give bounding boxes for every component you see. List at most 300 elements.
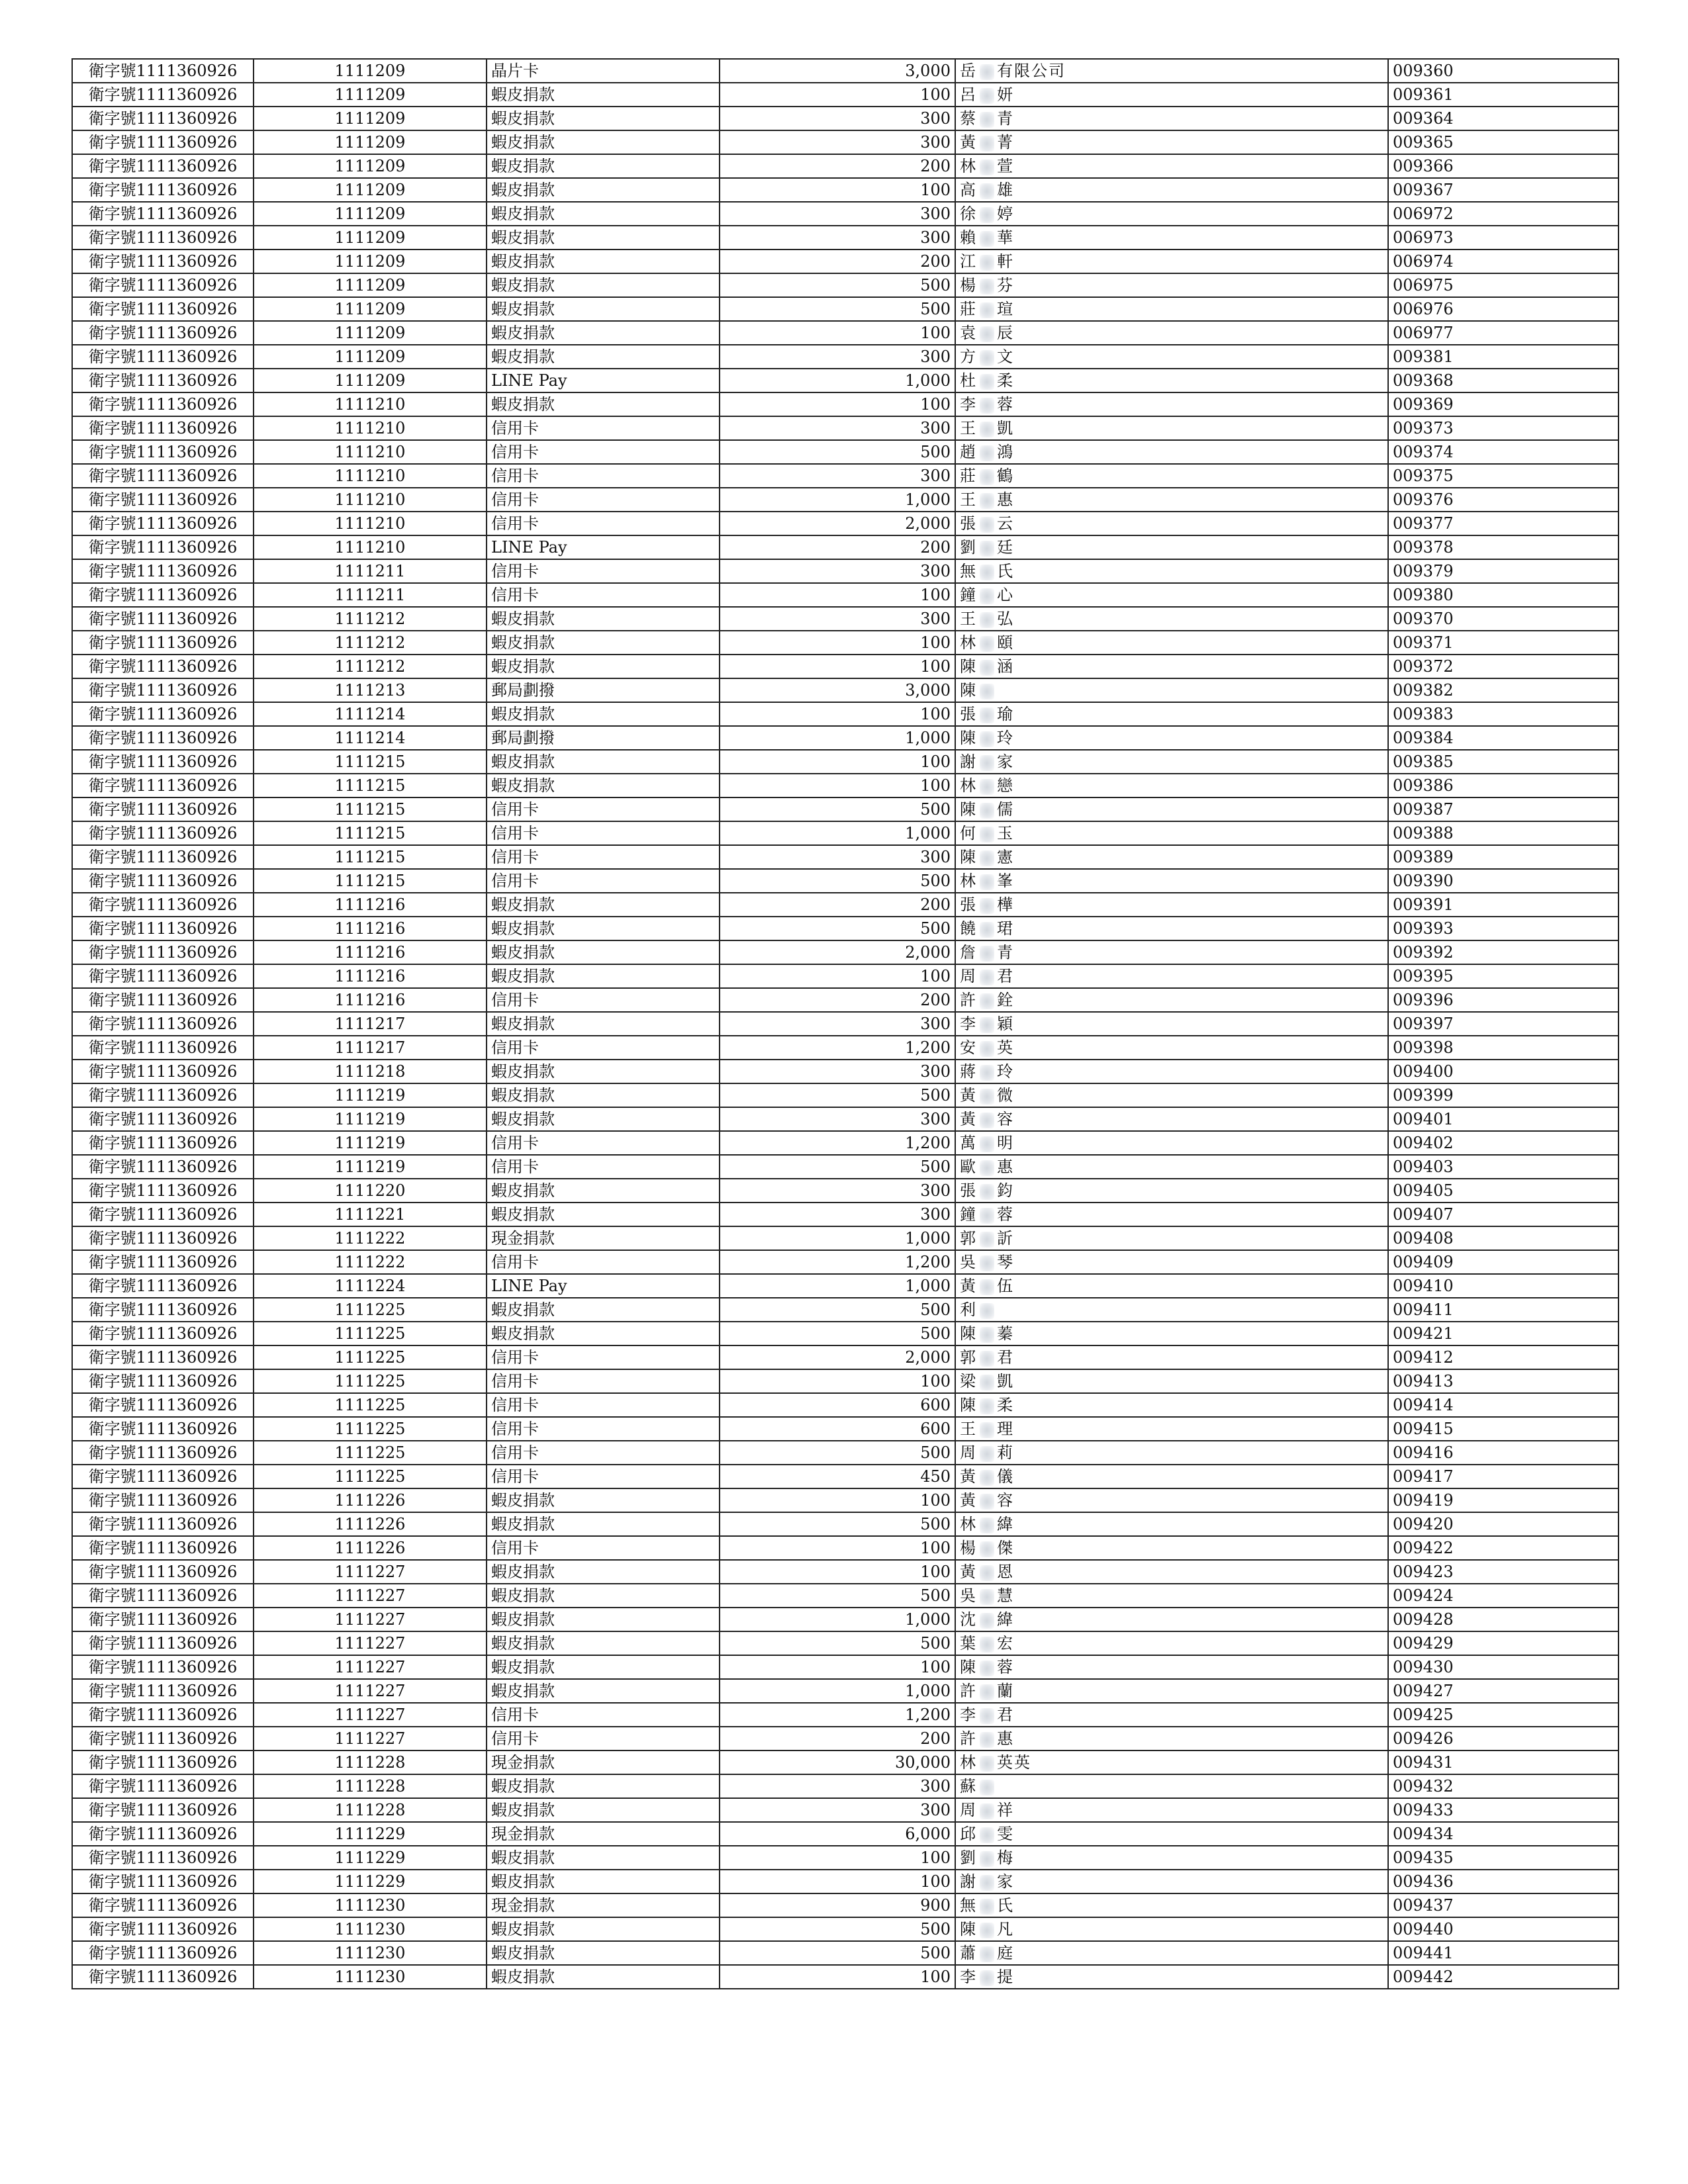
redaction-mask [980,707,994,723]
amount-cell: 300 [720,202,955,226]
donor-name-cell [955,893,1388,917]
redaction-mask [980,159,994,175]
amount-cell: 100 [720,1655,955,1679]
donor-name-last: 雯 [997,1825,1014,1843]
permit-number-cell: 衛字號1111360926 [72,797,254,821]
redaction-mask [980,1184,994,1200]
donation-date-cell: 1111229 [254,1870,487,1893]
table-row [72,392,1618,416]
receipt-number-cell: 009387 [1388,797,1618,821]
payment-method-cell: 郵局劃撥 [487,678,720,702]
payment-method-cell: 信用卡 [487,988,720,1012]
donor-name-first: 莊 [960,467,977,485]
donor-name-cell [955,1822,1388,1846]
donor-name-cell [955,845,1388,869]
donation-date-cell: 1111224 [254,1274,487,1298]
table-row [72,1941,1618,1965]
permit-number-cell: 衛字號1111360926 [72,297,254,321]
donation-date-cell: 1111219 [254,1131,487,1155]
donor-name-first: 杜 [960,371,977,390]
donation-date-cell: 1111216 [254,964,487,988]
redaction-mask [980,755,994,771]
donor-name-last: 庭 [997,1944,1014,1962]
receipt-number-cell: 009415 [1388,1417,1618,1441]
redaction-mask [980,231,994,247]
donor-name-cell [955,988,1388,1012]
donation-date-cell: 1111209 [254,154,487,178]
table-row [72,464,1618,488]
payment-method-cell: 蝦皮捐款 [487,964,720,988]
amount-cell: 300 [720,1203,955,1226]
payment-method-cell: 信用卡 [487,797,720,821]
donor-name-first: 黃 [960,1086,977,1105]
table-row [72,988,1618,1012]
permit-number-cell: 衛字號1111360926 [72,1131,254,1155]
payment-method-cell: 蝦皮捐款 [487,1107,720,1131]
permit-number-cell: 衛字號1111360926 [72,1155,254,1179]
table-row [72,1107,1618,1131]
donor-name-cell [955,488,1388,512]
donor-name-last: 文 [997,347,1014,366]
payment-method-cell: 蝦皮捐款 [487,273,720,297]
donation-date-cell: 1111225 [254,1417,487,1441]
permit-number-cell: 衛字號1111360926 [72,1941,254,1965]
donor-name-cell [955,655,1388,678]
payment-method-cell: 信用卡 [487,1703,720,1727]
table-row [72,1751,1618,1774]
donor-name-first: 蔡 [960,109,977,128]
amount-cell: 500 [720,1584,955,1608]
permit-number-cell: 衛字號1111360926 [72,1846,254,1870]
donation-date-cell: 1111209 [254,59,487,83]
receipt-number-cell: 009403 [1388,1155,1618,1179]
donor-name-cell [955,1965,1388,1989]
amount-cell: 3,000 [720,59,955,83]
redaction-mask [980,136,994,152]
donor-name-first: 張 [960,895,977,914]
permit-number-cell: 衛字號1111360926 [72,988,254,1012]
donor-name-first: 方 [960,347,977,366]
receipt-number-cell: 009382 [1388,678,1618,702]
donor-name-last: 妍 [997,85,1014,104]
donor-name-last: 氏 [997,1896,1014,1915]
table-row [72,1393,1618,1417]
permit-number-cell: 衛字號1111360926 [72,1298,254,1322]
receipt-number-cell: 006975 [1388,273,1618,297]
receipt-number-cell: 009383 [1388,702,1618,726]
redaction-mask [980,326,994,342]
amount-cell: 1,000 [720,726,955,750]
amount-cell: 500 [720,1512,955,1536]
permit-number-cell: 衛字號1111360926 [72,83,254,107]
donation-date-cell: 1111217 [254,1036,487,1060]
donor-name-cell [955,535,1388,559]
receipt-number-cell: 009402 [1388,1131,1618,1155]
payment-method-cell: 蝦皮捐款 [487,392,720,416]
donation-date-cell: 1111214 [254,726,487,750]
table-row [72,1512,1618,1536]
donor-name-first: 何 [960,824,977,842]
permit-number-cell: 衛字號1111360926 [72,345,254,369]
table-row [72,607,1618,631]
payment-method-cell: 蝦皮捐款 [487,774,720,797]
permit-number-cell: 衛字號1111360926 [72,869,254,893]
permit-number-cell: 衛字號1111360926 [72,631,254,655]
donor-name-first: 許 [960,1682,977,1700]
payment-method-cell: 現金捐款 [487,1822,720,1846]
donation-date-cell: 1111230 [254,1893,487,1917]
donor-name-cell [955,512,1388,535]
donor-name-cell [955,1584,1388,1608]
donor-name-first: 陳 [960,657,977,676]
donor-name-cell [955,1703,1388,1727]
receipt-number-cell: 009411 [1388,1298,1618,1322]
amount-cell: 500 [720,1155,955,1179]
amount-cell: 300 [720,845,955,869]
permit-number-cell: 衛字號1111360926 [72,1369,254,1393]
donor-name-cell [955,797,1388,821]
payment-method-cell: 蝦皮捐款 [487,655,720,678]
payment-method-cell: 蝦皮捐款 [487,1060,720,1083]
donor-name-last: 宏 [997,1634,1014,1653]
donation-date-cell: 1111209 [254,130,487,154]
permit-number-cell: 衛字號1111360926 [72,726,254,750]
donor-name-last: 英 [997,1038,1014,1057]
payment-method-cell: 蝦皮捐款 [487,1655,720,1679]
permit-number-cell: 衛字號1111360926 [72,535,254,559]
redaction-mask [980,1923,994,1938]
donation-date-cell: 1111225 [254,1298,487,1322]
donor-name-first: 黃 [960,1467,977,1486]
redaction-mask [980,1803,994,1819]
donor-name-cell [955,702,1388,726]
donation-date-cell: 1111219 [254,1083,487,1107]
donor-name-cell [955,869,1388,893]
donor-name-last: 涵 [997,657,1014,676]
redaction-mask [980,588,994,604]
table-row [72,774,1618,797]
amount-cell: 100 [720,655,955,678]
redaction-mask [980,1494,994,1510]
donor-name-first: 李 [960,395,977,414]
payment-method-cell: 蝦皮捐款 [487,250,720,273]
donor-name-last: 穎 [997,1015,1014,1033]
redaction-mask [980,970,994,985]
payment-method-cell: 信用卡 [487,1345,720,1369]
table-row [72,559,1618,583]
receipt-number-cell: 009420 [1388,1512,1618,1536]
donor-name-last: 祥 [997,1801,1014,1819]
donor-name-first: 謝 [960,1872,977,1891]
permit-number-cell: 衛字號1111360926 [72,392,254,416]
donor-name-first: 萬 [960,1134,977,1152]
donation-date-cell: 1111210 [254,440,487,464]
payment-method-cell: 蝦皮捐款 [487,1560,720,1584]
donation-date-cell: 1111215 [254,821,487,845]
receipt-number-cell: 009392 [1388,940,1618,964]
receipt-number-cell: 009397 [1388,1012,1618,1036]
receipt-number-cell: 009390 [1388,869,1618,893]
donation-date-cell: 1111226 [254,1536,487,1560]
donor-name-last: 芬 [997,276,1014,295]
donor-name-last: 婷 [997,205,1014,223]
donor-name-last: 惠 [997,490,1014,509]
permit-number-cell: 衛字號1111360926 [72,1608,254,1631]
payment-method-cell: 蝦皮捐款 [487,1203,720,1226]
donor-name-cell [955,1060,1388,1083]
receipt-number-cell: 009389 [1388,845,1618,869]
payment-method-cell: 蝦皮捐款 [487,1870,720,1893]
donor-name-last: 緯 [997,1610,1014,1629]
permit-number-cell: 衛字號1111360926 [72,130,254,154]
payment-method-cell: 現金捐款 [487,1751,720,1774]
donor-name-last: 萱 [997,157,1014,175]
donor-name-first: 楊 [960,276,977,295]
receipt-number-cell: 009409 [1388,1250,1618,1274]
amount-cell: 6,000 [720,1822,955,1846]
donor-name-first: 梁 [960,1372,977,1390]
donor-name-first: 歐 [960,1158,977,1176]
donor-name-first: 趙 [960,443,977,461]
permit-number-cell: 衛字號1111360926 [72,1250,254,1274]
redaction-mask [980,1827,994,1843]
payment-method-cell: 信用卡 [487,1441,720,1465]
donor-name-first: 蘇 [960,1777,977,1796]
donation-date-cell: 1111222 [254,1226,487,1250]
permit-number-cell: 衛字號1111360926 [72,1655,254,1679]
donor-name-first: 袁 [960,324,977,342]
receipt-number-cell: 009388 [1388,821,1618,845]
donor-name-cell [955,226,1388,250]
donation-date-cell: 1111212 [254,607,487,631]
donor-name-first: 周 [960,1801,977,1819]
permit-number-cell: 衛字號1111360926 [72,607,254,631]
table-row [72,1822,1618,1846]
table-row [72,154,1618,178]
payment-method-cell: 信用卡 [487,464,720,488]
donor-name-last: 儒 [997,800,1014,819]
table-row [72,1203,1618,1226]
permit-number-cell: 衛字號1111360926 [72,1560,254,1584]
donor-name-last: 菁 [997,133,1014,152]
permit-number-cell: 衛字號1111360926 [72,178,254,202]
amount-cell: 100 [720,631,955,655]
donation-date-cell: 1111218 [254,1060,487,1083]
amount-cell: 100 [720,1870,955,1893]
redaction-mask [980,1899,994,1915]
table-row [72,250,1618,273]
donation-date-cell: 1111225 [254,1441,487,1465]
table-row [72,1774,1618,1798]
donor-name-first: 岳 [960,62,977,80]
donor-name-last: 傑 [997,1539,1014,1557]
donor-name-cell [955,1179,1388,1203]
table-row [72,726,1618,750]
redaction-mask [980,493,994,509]
redaction-mask [980,612,994,628]
donor-name-first: 陳 [960,1396,977,1414]
donor-name-cell [955,1107,1388,1131]
redaction-mask [980,1351,994,1367]
permit-number-cell: 衛字號1111360926 [72,226,254,250]
payment-method-cell: 蝦皮捐款 [487,321,720,345]
redaction-mask [980,993,994,1009]
donor-name-first: 黃 [960,133,977,152]
amount-cell: 300 [720,607,955,631]
receipt-number-cell: 009412 [1388,1345,1618,1369]
table-row [72,917,1618,940]
receipt-number-cell: 009376 [1388,488,1618,512]
receipt-number-cell: 009385 [1388,750,1618,774]
donor-name-last: 玲 [997,1062,1014,1081]
amount-cell: 500 [720,273,955,297]
donation-date-cell: 1111228 [254,1751,487,1774]
table-row [72,750,1618,774]
donation-date-cell: 1111221 [254,1203,487,1226]
donation-date-cell: 1111216 [254,988,487,1012]
amount-cell: 100 [720,1369,955,1393]
donor-name-first: 吳 [960,1586,977,1605]
donation-date-cell: 1111227 [254,1584,487,1608]
receipt-number-cell: 009430 [1388,1655,1618,1679]
permit-number-cell: 衛字號1111360926 [72,1870,254,1893]
permit-number-cell: 衛字號1111360926 [72,1012,254,1036]
donation-date-cell: 1111211 [254,559,487,583]
donor-name-last: 家 [997,752,1014,771]
table-row [72,702,1618,726]
donation-date-cell: 1111210 [254,464,487,488]
permit-number-cell: 衛字號1111360926 [72,1679,254,1703]
donor-name-first: 謝 [960,752,977,771]
donor-name-last: 心 [997,586,1014,604]
donor-name-cell [955,1536,1388,1560]
donor-name-last: 玉 [997,824,1014,842]
receipt-number-cell: 009417 [1388,1465,1618,1488]
redaction-mask [980,398,994,414]
permit-number-cell: 衛字號1111360926 [72,1060,254,1083]
amount-cell: 1,000 [720,1274,955,1298]
amount-cell: 200 [720,154,955,178]
amount-cell: 300 [720,464,955,488]
donor-name-first: 林 [960,1753,977,1772]
redaction-mask [980,850,994,866]
receipt-number-cell: 009368 [1388,369,1618,392]
donor-name-last: 銓 [997,991,1014,1009]
redaction-mask [980,1446,994,1462]
amount-cell: 500 [720,1441,955,1465]
donor-name-last: 蓁 [997,1324,1014,1343]
table-row [72,59,1618,83]
donation-date-cell: 1111226 [254,1488,487,1512]
payment-method-cell: 蝦皮捐款 [487,1941,720,1965]
donor-name-last: 樺 [997,895,1014,914]
payment-method-cell: 蝦皮捐款 [487,202,720,226]
redaction-mask [980,1279,994,1295]
redaction-mask [980,565,994,580]
payment-method-cell: 信用卡 [487,1131,720,1155]
receipt-number-cell: 009405 [1388,1179,1618,1203]
redaction-mask [980,302,994,318]
donation-date-cell: 1111214 [254,702,487,726]
payment-method-cell: 信用卡 [487,1417,720,1441]
donation-date-cell: 1111215 [254,797,487,821]
payment-method-cell: 蝦皮捐款 [487,1298,720,1322]
permit-number-cell: 衛字號1111360926 [72,1322,254,1345]
donor-name-cell [955,750,1388,774]
donation-date-cell: 1111213 [254,678,487,702]
receipt-number-cell: 009379 [1388,559,1618,583]
permit-number-cell: 衛字號1111360926 [72,702,254,726]
permit-number-cell: 衛字號1111360926 [72,1751,254,1774]
redaction-mask [980,1946,994,1962]
table-row [72,1655,1618,1679]
donor-name-last: 峯 [997,872,1014,890]
payment-method-cell: 信用卡 [487,559,720,583]
table-row [72,345,1618,369]
receipt-number-cell: 009422 [1388,1536,1618,1560]
donor-name-last: 瑜 [997,705,1014,723]
donor-name-last: 緯 [997,1515,1014,1533]
redaction-mask [980,803,994,819]
donor-name-last: 有限公司 [997,62,1066,80]
table-row [72,178,1618,202]
donation-date-cell: 1111215 [254,845,487,869]
donor-name-first: 林 [960,157,977,175]
redaction-mask [980,445,994,461]
donor-name-last: 容 [997,1110,1014,1128]
donation-date-cell: 1111216 [254,940,487,964]
amount-cell: 200 [720,250,955,273]
payment-method-cell: LINE Pay [487,1274,720,1298]
donor-name-first: 陳 [960,1920,977,1938]
donor-name-first: 吳 [960,1253,977,1271]
amount-cell: 600 [720,1417,955,1441]
donation-date-cell: 1111226 [254,1512,487,1536]
payment-method-cell: LINE Pay [487,535,720,559]
redaction-mask [980,1541,994,1557]
amount-cell: 1,000 [720,488,955,512]
donation-date-cell: 1111209 [254,178,487,202]
amount-cell: 100 [720,1846,955,1870]
donor-name-cell [955,297,1388,321]
table-row [72,488,1618,512]
payment-method-cell: 蝦皮捐款 [487,1917,720,1941]
donor-name-cell [955,1012,1388,1036]
donor-name-cell [955,917,1388,940]
amount-cell: 500 [720,1941,955,1965]
amount-cell: 100 [720,750,955,774]
table-row [72,1060,1618,1083]
donor-name-last: 柔 [997,1396,1014,1414]
amount-cell: 100 [720,1488,955,1512]
donation-date-cell: 1111228 [254,1774,487,1798]
donor-name-cell [955,1679,1388,1703]
amount-cell: 300 [720,1179,955,1203]
table-row [72,273,1618,297]
donor-name-last: 英英 [997,1753,1031,1772]
receipt-number-cell: 009433 [1388,1798,1618,1822]
donor-name-first: 王 [960,1420,977,1438]
payment-method-cell: 蝦皮捐款 [487,1846,720,1870]
payment-method-cell: 信用卡 [487,1369,720,1393]
donor-name-cell [955,1393,1388,1417]
donor-name-first: 許 [960,991,977,1009]
table-row [72,440,1618,464]
permit-number-cell: 衛字號1111360926 [72,655,254,678]
permit-number-cell: 衛字號1111360926 [72,1274,254,1298]
redaction-mask [980,1637,994,1653]
donor-name-last: 惠 [997,1729,1014,1748]
